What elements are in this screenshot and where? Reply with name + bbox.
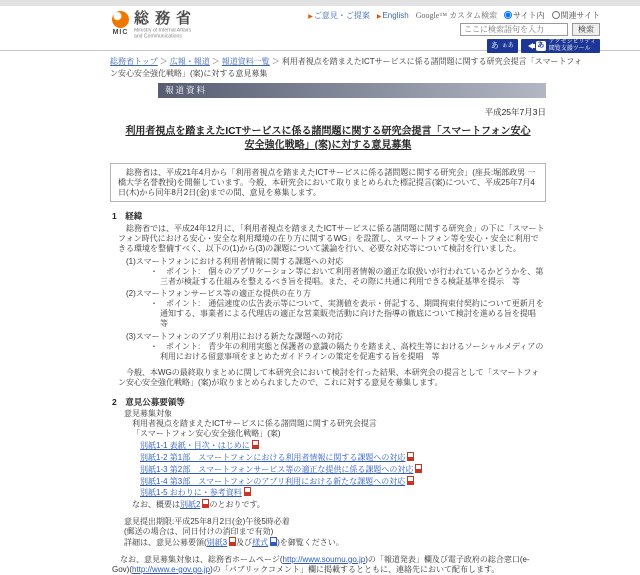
furigana-tool-button[interactable] <box>487 39 518 53</box>
details-link-appendix3[interactable]: 別紙3 <box>206 538 228 548</box>
page-title: 利用者視点を踏まえたICTサービスに係る諸問題に関する研究会提言「スマートフォン安心安全強化戦略」(案)に対する意見募集 <box>125 125 531 152</box>
mic-logo-icon <box>112 11 129 28</box>
breadcrumb-link-press-list[interactable]: 報道資料一覧 <box>221 57 270 66</box>
text-size-icon: あ <box>537 42 545 49</box>
breadcrumb <box>110 56 588 79</box>
search-input[interactable] <box>460 23 568 36</box>
breadcrumb-link-home[interactable]: 総務省トップ <box>110 57 158 66</box>
target-line: 利用者視点を踏まえたICTサービスに係る諸問題に関する研究会提言 <box>132 419 377 428</box>
deadline-line: 意見提出期限:平成25年8月2日(金)午後5時必着 <box>124 517 290 527</box>
pdf-icon[interactable] <box>252 440 259 449</box>
pdf-icon[interactable] <box>415 464 422 473</box>
search-button[interactable]: 検索 <box>572 23 600 36</box>
summary-note: なお、概要は別紙2 のとおりです。 <box>132 500 265 510</box>
breadcrumb-current: 利用者視点を踏まえたICTサービスに係る諸問題に関する研究会提言「スマートフォン安心安全強化戦略」(案)に対する意見募集 <box>110 57 582 78</box>
site-title: 総務省 <box>134 10 198 27</box>
section1-heading: 1 経緯 <box>112 211 143 222</box>
attachment-item <box>140 452 546 463</box>
issue-item <box>126 289 546 329</box>
issue-point: ・ ポイント: 通信速度の広告表示等について、実測値を表示・併記する、期間拘束付契約について更新月を通知する、事業者による代理店の適正な営業販売活動に向けた指導の徹底について検討を進める旨を提唱 等 <box>150 299 544 329</box>
release-date: 平成25年7月3日 <box>484 107 546 118</box>
pdf-icon[interactable] <box>244 487 251 496</box>
target-line: 「スマートフォン安心安全強化戦略」(案) <box>132 428 281 438</box>
breadcrumb-separator: ＞ <box>271 57 280 66</box>
pdf-icon[interactable] <box>202 499 209 508</box>
section1-paragraph: 総務省では、平成24年12月に、「利用者視点を踏まえたICTサービスに係る諸問題に関する研究会」の下に「スマートフォン時代における安心・安全な利用環境の在り方に関するWG」を設置し、スマートフォン等を安心・安全に利用できる環境を整備すべく、以下の(1)から(3)の課題について議論を行い、必要な対応等について検討を行いました。 <box>118 223 545 253</box>
accessibility-tool-button[interactable] <box>521 39 600 53</box>
deadline-postal-note: (郵送の場合は、同日付けの消印まで有効) <box>124 527 274 537</box>
attachment-link-1-4[interactable]: 別紙1-4 第3部 スマートフォンのアプリ利用における新たな課題への対応 <box>140 476 406 486</box>
pdf-icon[interactable] <box>407 476 414 485</box>
issue-item <box>126 257 546 287</box>
issue-title: (1)スマートフォンにおける利用者情報に関する課題への対応 <box>126 256 343 266</box>
intro-box <box>110 163 546 203</box>
breadcrumb-separator: ＞ <box>159 57 168 66</box>
publication-note: なお、意見募集対象は、総務省ホームページ(http://www.soumu.go.jp)の「報道発表」欄及び電子政府の総合窓口(e-Gov)(http://www.e-gov.go.jp)の「パブリックコメント」欄に掲載するとともに、連絡先において配布します。 <box>112 554 530 574</box>
attachment-item <box>140 440 546 451</box>
attachment-item <box>140 464 546 475</box>
attachment-link-1-5[interactable]: 別紙1-5 おわりに・参考資料 <box>140 488 242 498</box>
egov-url-link[interactable]: http://www.e-gov.go.jp <box>132 564 211 574</box>
issue-title: (3)スマートフォンのアプリ利用における新たな課題への対応 <box>126 332 343 342</box>
section2-heading: 2 意見公募要領等 <box>112 396 185 407</box>
soumu-url-link[interactable]: http://www.soumu.go.jp <box>282 554 366 564</box>
triangle-marker-icon: ▶ <box>308 13 313 20</box>
mic-home-link[interactable] <box>112 11 201 41</box>
site-subtitle: Ministry of Internal Affairs and Communications <box>134 27 192 39</box>
issue-point: ・ ポイント: 個々のアプリケーション等において利用者情報の適正な取扱いが行われているかどうかを、第三者が検証する仕組みを整えるべき旨を提唱。また、その際に共通に利用できる検証基準を提示 等 <box>150 266 544 286</box>
google-custom-search-label: Google™ カスタム検索 <box>415 10 498 20</box>
search-scope-related-radio[interactable] <box>552 11 560 19</box>
press-release-banner: 報道資料 <box>158 83 546 98</box>
breadcrumb-link-koho[interactable]: 広報・報道 <box>169 57 210 66</box>
mic-logo-text: MIC <box>112 29 129 36</box>
attachment-item <box>140 476 546 487</box>
details-line: 詳細は、意見公募要領(別紙3 及び様式 )を御覧ください。 <box>124 538 344 548</box>
attachment-link-1-1[interactable]: 別紙1-1 表紙・目次・はじめに <box>140 440 250 450</box>
english-link[interactable]: ▶English <box>376 10 409 20</box>
accessibility-tool-label: アクセシビリティ 閲覧支援ツール <box>548 39 596 52</box>
search-scope-site[interactable]: サイト内 <box>504 10 544 21</box>
site-header <box>0 6 640 51</box>
issue-item <box>126 332 546 362</box>
furigana-icon: あ <box>490 41 499 50</box>
attachment-link-1-3[interactable]: 別紙1-3 第2部 スマートフォンサービス等の適正な提供に係る課題への対応 <box>140 464 414 474</box>
attachment-list <box>140 440 546 499</box>
issue-point: ・ ポイント: 青少年の利用実態と保護者の意識の隔たりを踏まえ、高校生等におけるソーシャルメディアの利用における留意事項をまとめたガイドラインの策定を促進する旨を提唱 等 <box>150 341 544 361</box>
attachment-link-1-2[interactable]: 別紙1-2 第1部 スマートフォンにおける利用者情報に関する課題への対応 <box>140 452 406 462</box>
feedback-link[interactable]: ▶ご意見・ご提案 <box>308 10 370 20</box>
triangle-marker-icon: ▶ <box>376 13 382 20</box>
issue-title: (2)スマートフォンサービス等の適正な提供の在り方 <box>126 289 311 299</box>
header-utilities <box>308 9 600 53</box>
pdf-icon[interactable] <box>407 452 414 461</box>
summary-link[interactable]: 別紙2 <box>180 500 201 510</box>
breadcrumb-separator: ＞ <box>211 57 220 66</box>
furigana-small-icon: ぁあ <box>501 43 514 49</box>
search-scope-site-radio[interactable] <box>504 11 512 19</box>
section1-closing-paragraph: 今般、本WGの最終取りまとめに関して本研究会において検討を行った結果、本研究会の提言として「スマートフォン安心安全強化戦略」(案)が取りまとめられましたので、これに対する意見を募集します。 <box>118 367 539 387</box>
target-label: 意見募集対象 <box>124 409 172 419</box>
pdf-icon[interactable] <box>229 537 236 546</box>
main-content <box>110 83 546 575</box>
speaker-icon <box>525 43 533 49</box>
intro-paragraph: 総務省は、平成21年4月から「利用者視点を踏まえたICTサービスに係る諸問題に関する研究会」(座長:堀部政男 一橋大学名誉教授)を開催しています。今般、本研究会において取りまとめられた標記提言(案)について、平成25年7月4日(木)から同年8月2日(金)までの間、意見を募集します。 <box>118 167 536 197</box>
details-link-form[interactable]: 様式 <box>252 538 269 548</box>
attachment-item <box>140 487 546 498</box>
search-scope-related[interactable]: 関連サイト <box>552 10 600 21</box>
word-icon[interactable] <box>270 537 277 546</box>
